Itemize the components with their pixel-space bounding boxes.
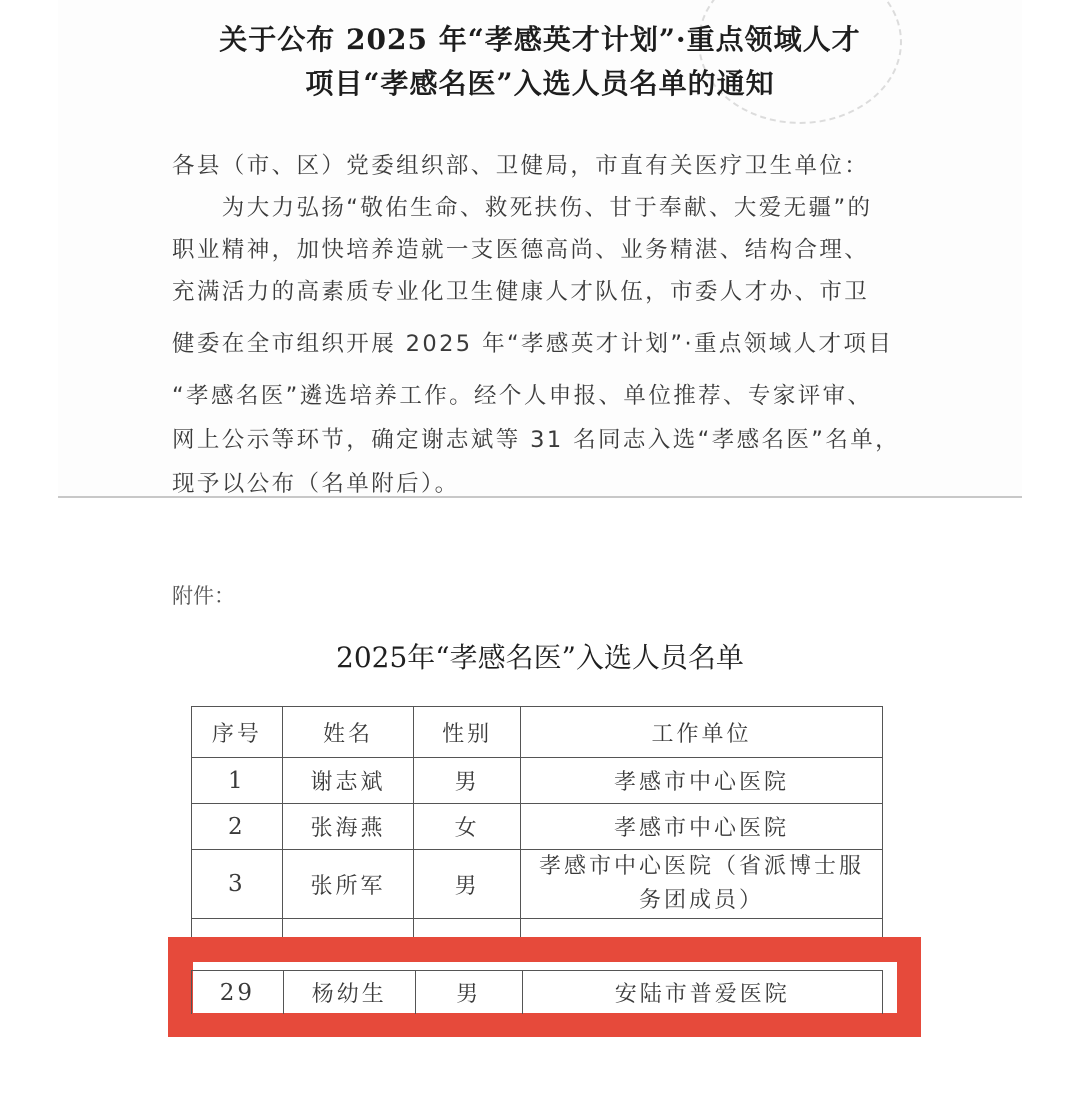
cell-number: 2 [192, 804, 283, 850]
cell-name: 张海燕 [282, 804, 414, 850]
notice-paragraph-line: 职业精神，加快培养造就一支医德高尚、业务精湛、结构合理、 [172, 237, 870, 263]
cell-gender: 男 [415, 971, 522, 1014]
cell-unit: 安陆市普爱医院 [522, 971, 883, 1014]
cell-gender: 男 [414, 850, 521, 919]
table-header-row [192, 707, 883, 758]
cell-name: 杨幼生 [283, 971, 415, 1014]
column-header-name: 姓名 [282, 707, 414, 758]
column-header-gender: 性别 [414, 707, 521, 758]
cell-gender: 男 [414, 758, 521, 804]
notice-paragraph-line: 各县（市、区）党委组织部、卫健局，市直有关医疗卫生单位： [172, 153, 870, 179]
roster-title: 2025年“孝感名医”入选人员名单 [336, 641, 744, 674]
notice-paragraph-line: 充满活力的高素质专业化卫生健康人才队伍，市委人才办、市卫 [172, 279, 870, 305]
column-header-number: 序号 [192, 707, 283, 758]
attachment-label: 附件： [172, 584, 235, 608]
column-header-unit: 工作单位 [521, 707, 883, 758]
notice-paragraph-line: 健委在全市组织开展 2025 年“孝感英才计划”·重点领域人才项目 [172, 331, 894, 357]
table-row [192, 804, 883, 850]
table-row [192, 850, 883, 919]
notice-paragraph-line: 现予以公布（名单附后）。 [172, 471, 460, 497]
notice-paragraph-line: 为大力弘扬“敬佑生命、救死扶伤、甘于奉献、大爱无疆”的 [172, 195, 873, 221]
cell-unit: 孝感市中心医院 [521, 804, 883, 850]
highlighted-table-row [191, 970, 883, 1014]
notice-title-line2: 项目“孝感名医”入选人员名单的通知 [305, 67, 775, 100]
cell-unit: 孝感市中心医院 [521, 758, 883, 804]
cell-name: 张所军 [282, 850, 414, 919]
notice-title-line1: 关于公布 2025 年“孝感英才计划”·重点领域人才 [219, 23, 861, 56]
cell-number: 3 [192, 850, 283, 919]
cell-number: 29 [191, 971, 283, 1014]
table-row [192, 758, 883, 804]
cell-number: 1 [192, 758, 283, 804]
cell-name: 谢志斌 [282, 758, 414, 804]
cell-gender: 女 [414, 804, 521, 850]
roster-table [191, 706, 883, 970]
notice-paragraph-line: “孝感名医”遴选培养工作。经个人申报、单位推荐、专家评审、 [172, 383, 873, 409]
notice-paragraph-line: 网上公示等环节，确定谢志斌等 31 名同志入选“孝感名医”名单， [172, 427, 901, 453]
cell-unit: 孝感市中心医院（省派博士服务团成员） [521, 850, 883, 919]
